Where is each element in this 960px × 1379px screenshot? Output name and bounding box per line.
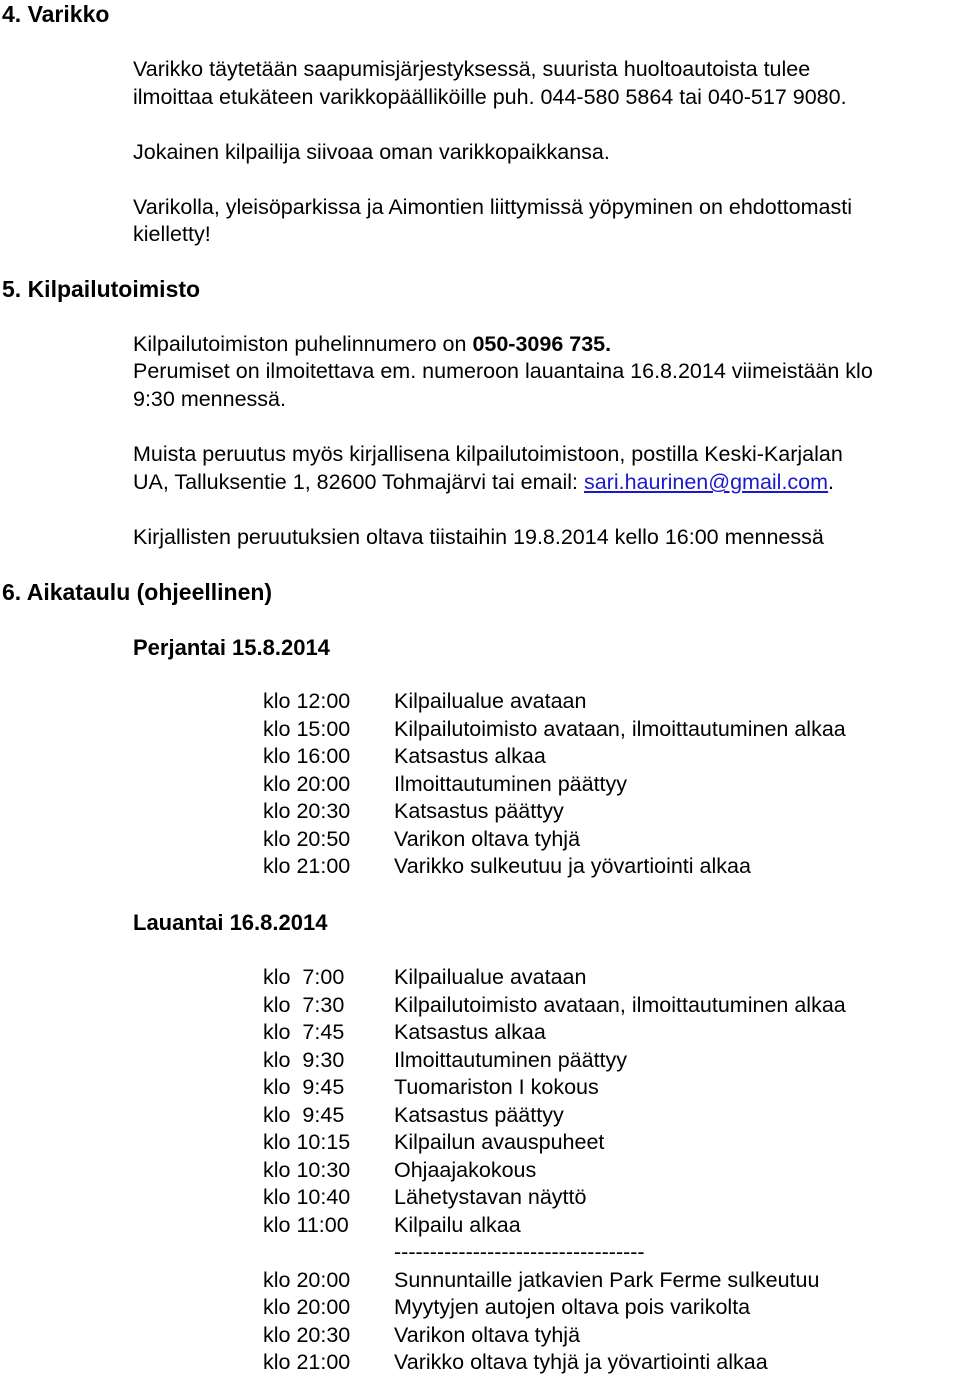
varikko-paragraph: Jokainen kilpailija siivoaa oman varikkopaikkansa. [133,140,610,164]
event: Varikon oltava tyhjä [394,1322,581,1347]
varikko-paragraph-line: Varikko täytetään saapumisjärjestyksessä, suurista huoltoautoista tulee [133,57,811,81]
varikko-paragraph-line: Varikolla, yleisöparkissa ja Aimontien liittymissä yöpyminen on ehdottomasti [133,195,852,219]
event: Kilpailutoimisto avataan, ilmoittautuminen alkaa [394,992,846,1017]
event: Ohjaajakokous [394,1157,537,1182]
address-text: UA, Talluksentie 1, 82600 Tohmajärvi tai email: [133,470,584,494]
event: Kilpailualue avataan [394,689,587,713]
schedule-row [263,826,846,854]
time: klo 12:00 [263,689,351,713]
day-label-friday: Perjantai 15.8.2014 [133,635,330,660]
time: klo 7:00 [263,965,345,989]
varikko-paragraph-line: ilmoittaa etukäteen varikkopäälliköille puh. 044-580 5864 tai 040-517 9080. [133,85,847,109]
time: klo 10:30 [263,1157,351,1182]
schedule-row [263,992,846,1020]
schedule-row [263,1212,846,1240]
time: klo 10:15 [263,1130,351,1154]
time: klo 20:30 [263,799,351,823]
event: Ilmoittautuminen päättyy [394,1047,628,1072]
time: klo 9:45 [263,1102,345,1127]
event: Katsastus alkaa [394,744,546,768]
event: Varikko sulkeutuu ja yövartiointi alkaa [394,854,751,878]
time [263,1239,394,1267]
schedule-row [263,798,846,826]
schedule-row [263,853,846,881]
event: Kilpailualue avataan [394,965,587,989]
time: klo 21:00 [263,854,351,878]
event: Kilpailun avauspuheet [394,1130,605,1154]
event: Myytyjen autojen oltava pois varikolta [394,1295,751,1319]
phone-line [133,330,611,358]
schedule-row [263,1267,846,1295]
time: klo 10:40 [263,1185,351,1209]
time: klo 16:00 [263,744,351,768]
event: Varikon oltava tyhjä [394,826,581,851]
time: klo 9:30 [263,1047,345,1072]
schedule-divider [263,1239,846,1267]
schedule-row [263,1129,846,1157]
cancel-line: 9:30 mennessä. [133,387,286,411]
event: Katsastus päättyy [394,799,564,823]
schedule-row [263,1294,846,1322]
time: klo 11:00 [263,1212,349,1237]
section-heading-kilpailutoimisto: 5. Kilpailutoimisto [2,276,201,302]
event: Katsastus päättyy [394,1102,564,1127]
time: klo 9:45 [263,1075,345,1099]
time: klo 20:30 [263,1322,351,1347]
time: klo 15:00 [263,716,351,741]
schedule-row [263,1322,846,1350]
schedule-row [263,688,846,716]
written-deadline: Kirjallisten peruutuksien oltava tiistaihin 19.8.2014 kello 16:00 mennessä [133,525,824,549]
phone-prefix: Kilpailutoimiston puhelinnumero on [133,332,473,356]
phone-number: 050-3096 735. [472,332,612,356]
time: klo 20:00 [263,771,351,796]
time: klo 7:30 [263,992,345,1017]
time: klo 20:50 [263,826,351,851]
time: klo 21:00 [263,1350,351,1374]
event: Kilpailutoimisto avataan, ilmoittautuminen alkaa [394,716,846,741]
event: Lähetystavan näyttö [394,1185,587,1209]
written-cancel-line: Muista peruutus myös kirjallisena kilpailutoimistoon, postilla Keski-Karjalan [133,442,843,466]
varikko-paragraph-line: kielletty! [133,222,211,246]
schedule-row [263,771,846,799]
schedule-row [263,1047,846,1075]
day-label-saturday: Lauantai 16.8.2014 [133,910,328,935]
event: Varikko oltava tyhjä ja yövartiointi alkaa [394,1350,768,1374]
time: klo 20:00 [263,1267,351,1292]
schedule-row [263,1102,846,1130]
schedule-row [263,1074,846,1102]
event: Katsastus alkaa [394,1020,546,1044]
written-cancel-line [133,468,834,496]
schedule-row [263,1019,846,1047]
event: Ilmoittautuminen päättyy [394,771,628,796]
event: Tuomariston I kokous [394,1075,599,1099]
time: klo 20:00 [263,1295,351,1319]
divider-text: ----------------------------------- [394,1240,645,1264]
section-heading-varikko: 4. Varikko [2,1,110,27]
email-link[interactable]: sari.haurinen@gmail.com [583,470,829,494]
schedule-row [263,964,846,992]
section-heading-aikataulu: 6. Aikataulu (ohjeellinen) [2,579,273,605]
schedule-friday [263,688,846,881]
cancel-line: Perumiset on ilmoitettava em. numeroon lauantaina 16.8.2014 viimeistään klo [133,359,873,383]
time: klo 7:45 [263,1020,345,1044]
schedule-row [263,716,846,744]
period: . [828,470,835,494]
event: Sunnuntaille jatkavien Park Ferme sulkeutuu [394,1267,820,1292]
schedule-row [263,1157,846,1185]
schedule-row [263,1184,846,1212]
schedule-row [263,743,846,771]
schedule-row [263,1349,846,1377]
schedule-saturday [263,964,846,1377]
event: Kilpailu alkaa [394,1212,521,1237]
